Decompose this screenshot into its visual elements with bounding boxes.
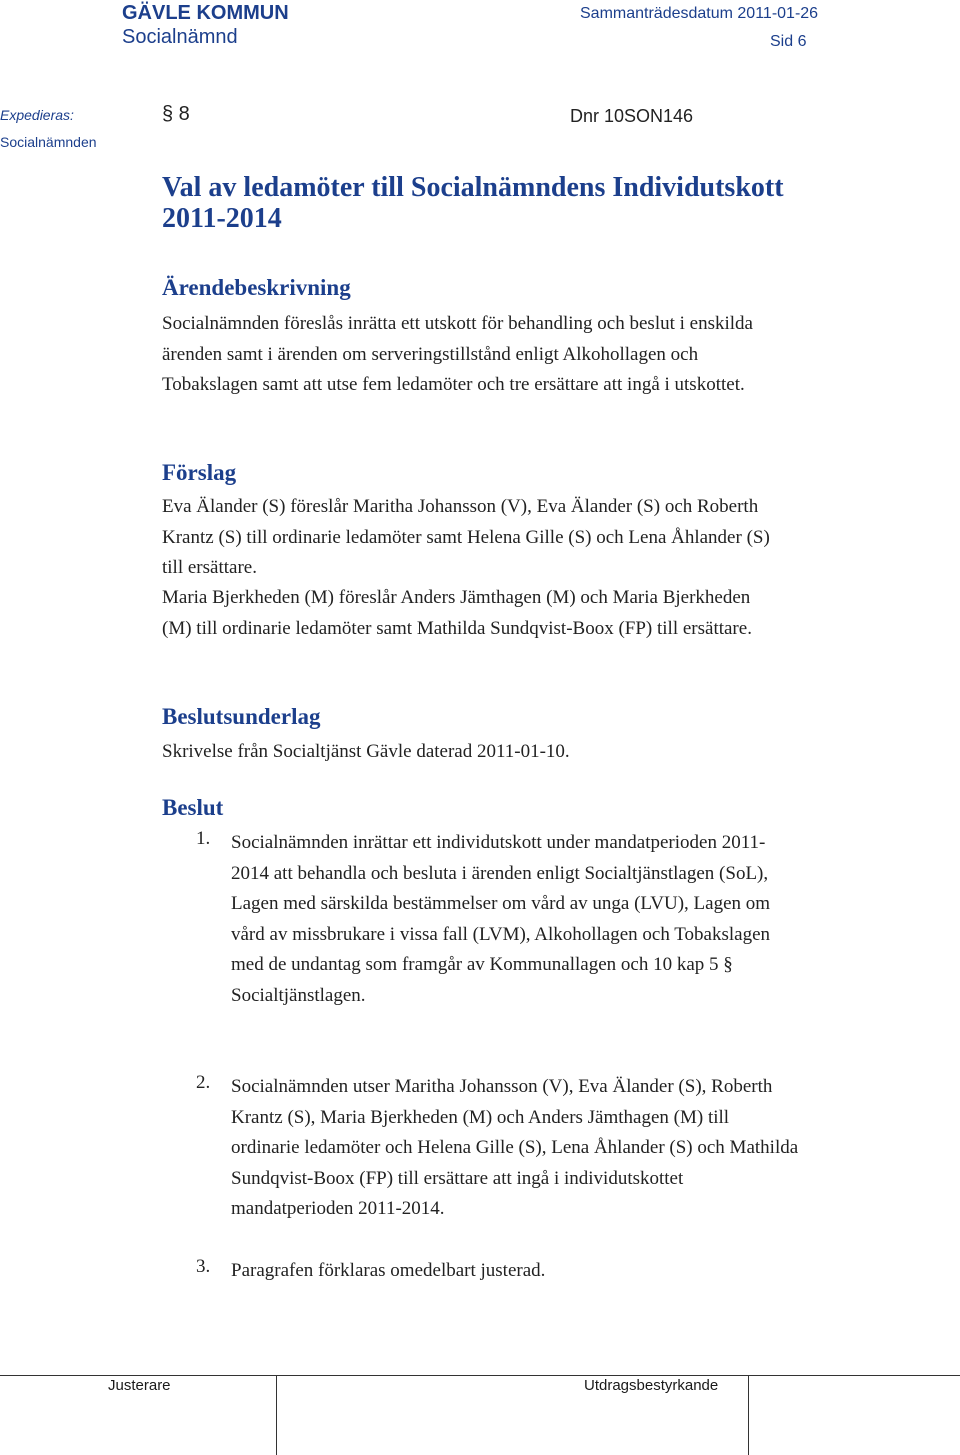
decision-item-text: Socialnämnden utser Maritha Johansson (V), Eva Älander (S), Roberth Krantz (S), Maria Bjerkheden (M) och Anders Jämthagen (M) till ordinarie ledamöter och Helena Gille (S), Lena Åhlander (S) och Mathilda Sundqvist-Boox (FP) till ersättare att ingå i individutskottet mandatperioden 2011-2014. bbox=[231, 1076, 799, 1219]
board-name: Socialnämnd bbox=[122, 26, 238, 48]
heading-forslag: Förslag bbox=[162, 460, 237, 485]
decision-item-number: 1. bbox=[196, 828, 211, 849]
signature-box-divider bbox=[748, 1376, 749, 1455]
utdragsbestyrkande-label: Utdragsbestyrkande bbox=[584, 1377, 719, 1394]
meeting-date: Sammanträdesdatum 2011-01-26 bbox=[580, 5, 819, 22]
expedieras-value: Socialnämnden bbox=[0, 134, 97, 150]
case-number: Dnr 10SON146 bbox=[570, 106, 694, 126]
decision-item-text: Paragrafen förklaras omedelbart justerad. bbox=[231, 1260, 546, 1281]
heading-arendebeskrivning: Ärendebeskrivning bbox=[162, 275, 351, 300]
signature-box-divider bbox=[276, 1376, 277, 1455]
footer-divider bbox=[0, 1375, 960, 1376]
decision-item-number: 3. bbox=[196, 1256, 211, 1277]
heading-beslutsunderlag: Beslutsunderlag bbox=[162, 704, 321, 729]
paragraph-number: § 8 bbox=[162, 103, 190, 125]
expedieras-label: Expedieras: bbox=[0, 107, 74, 123]
decision-item-text: Socialnämnden inrättar ett individutskott under mandatperioden 2011-2014 att behandla och besluta i ärenden enligt Socialtjänstlagen (SoL), Lagen med särskilda bestämmelser om vård av unga (LVU), Lagen om vård av missbrukare i vissa fall (LVM), Alkohollagen och Tobakslagen med de undantag som framgår av Kommunallagen och 10 kap 5 § Socialtjänstlagen. bbox=[231, 832, 771, 1006]
decision-item-number: 2. bbox=[196, 1072, 211, 1093]
arendebeskrivning-text: Socialnämnden föreslås inrätta ett utskott för behandling och beslut i enskilda ärenden samt i ärenden om serveringstillstånd enligt Alkohollagen och Tobakslagen samt att utse fem ledamöter och tre ersättare att ingå i utskottet. bbox=[162, 313, 753, 395]
organization-name: GÄVLE KOMMUN bbox=[122, 2, 289, 24]
beslutsunderlag-text: Skrivelse från Socialtjänst Gävle daterad 2011-01-10. bbox=[162, 741, 570, 762]
document-title: Val av ledamöter till Socialnämndens Individutskott 2011-2014 bbox=[162, 172, 784, 234]
page-number: Sid 6 bbox=[770, 33, 807, 50]
justerare-label: Justerare bbox=[108, 1377, 171, 1394]
heading-beslut: Beslut bbox=[162, 795, 224, 820]
forslag-text-1: Eva Älander (S) föreslår Maritha Johansson (V), Eva Älander (S) och Roberth Krantz (S) till ordinarie ledamöter samt Helena Gille (S) och Lena Åhlander (S) till ersättare. bbox=[162, 496, 770, 578]
forslag-text-2: Maria Bjerkheden (M) föreslår Anders Jämthagen (M) och Maria Bjerkheden (M) till ordinarie ledamöter samt Mathilda Sundqvist-Boox (FP) till ersättare. bbox=[162, 587, 752, 639]
